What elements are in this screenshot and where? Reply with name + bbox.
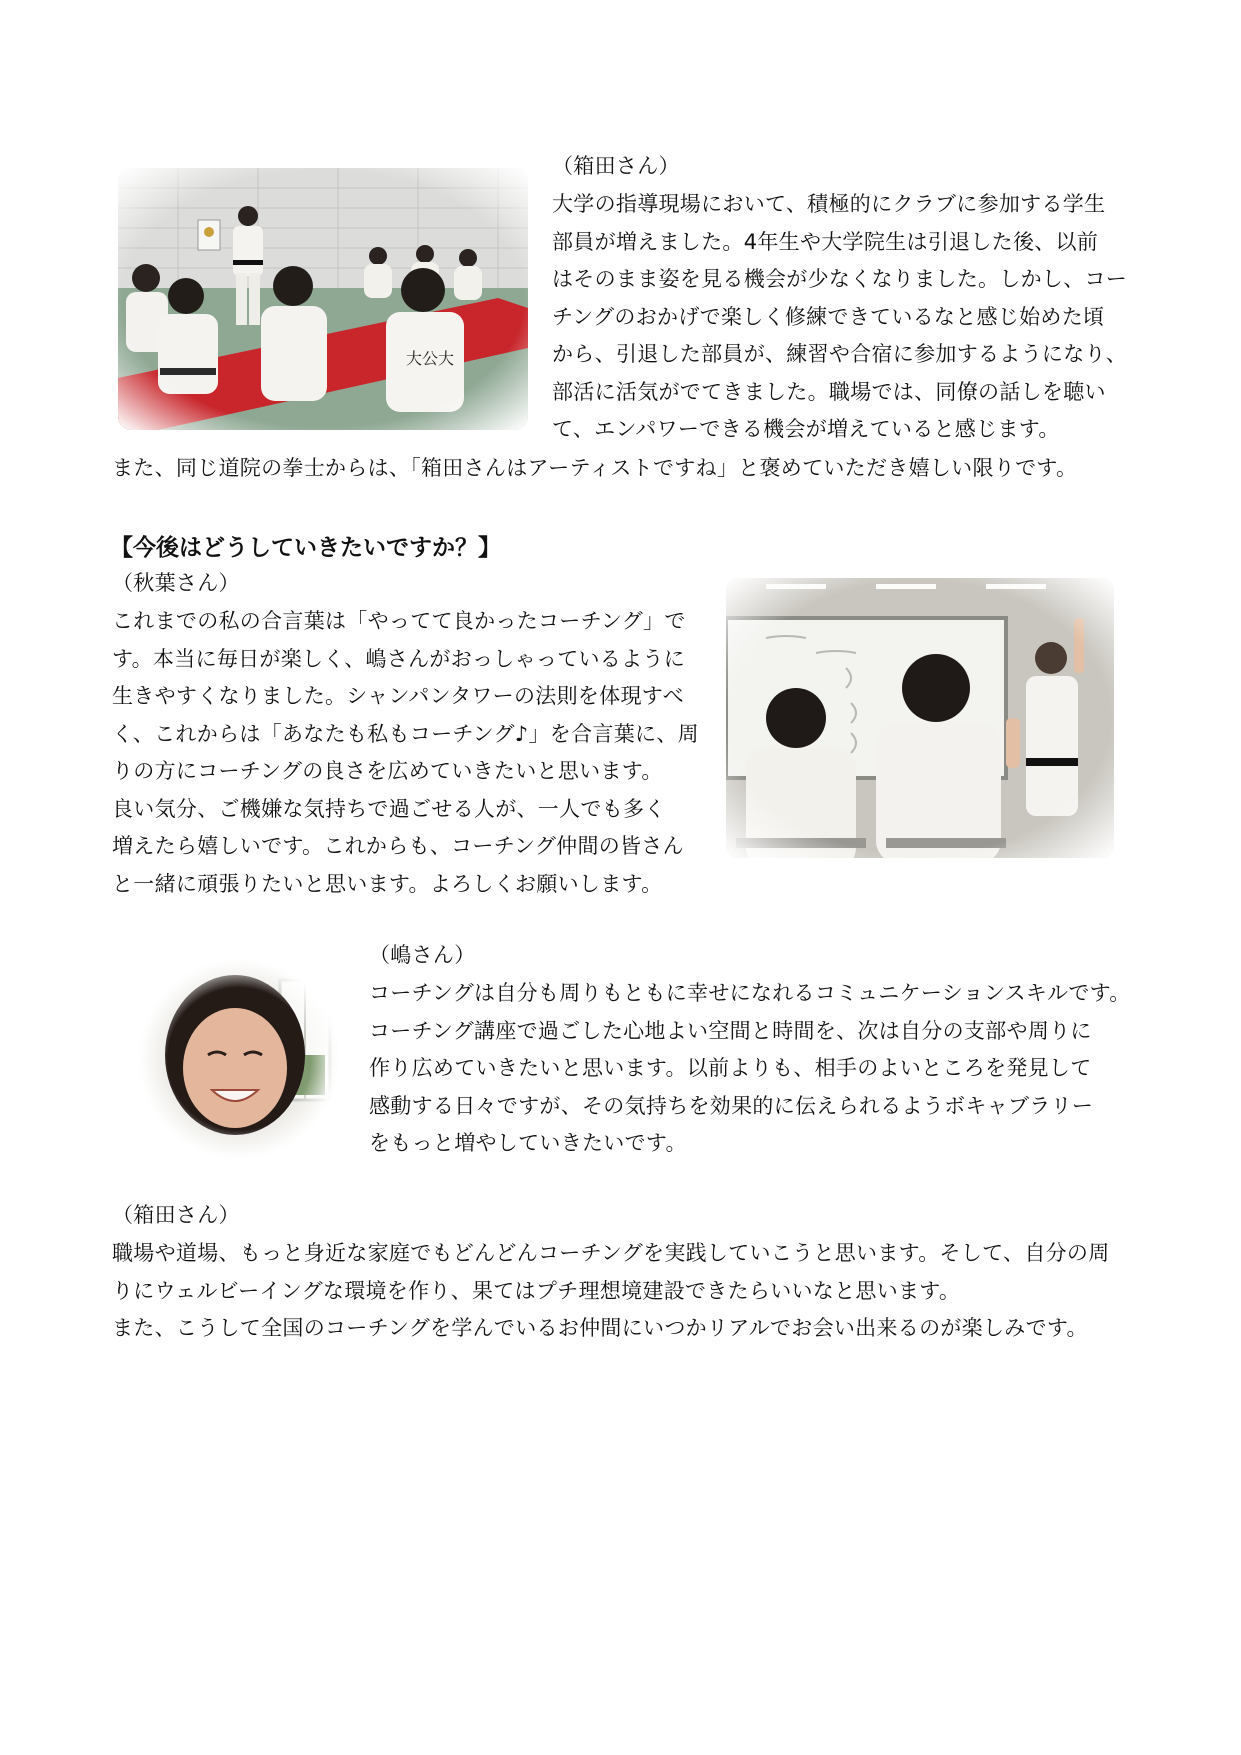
section2-body — [112, 603, 699, 903]
text-line: く、これからは「あなたも私もコーチング♪」を合言葉に、周 — [112, 721, 699, 746]
section2-speaker: （秋葉さん） — [112, 571, 240, 595]
section4-speaker: （箱田さん） — [112, 1203, 240, 1227]
text-line: また、こうして全国のコーチングを学んでいるお仲間にいつかリアルでお会い出来るのが楽しみです。 — [112, 1316, 1088, 1340]
dojo-training-photo — [118, 168, 528, 430]
text-line: をもっと増やしていきたいです。 — [369, 1131, 687, 1155]
text-line: 部活に活気がでてきました。職場では、同僚の話しを聴い — [552, 379, 1106, 404]
text-line: 作り広めていきたいと思います。以前よりも、相手のよいところを発見して — [369, 1056, 1092, 1080]
text-line: 部員が増えました。4年生や大学院生は引退した後、以前 — [552, 229, 1099, 254]
text-line: これまでの私の合言葉は「やってて良かったコーチング」で — [112, 609, 686, 633]
text-line: りにウェルビーイングな環境を作り、果てはプチ理想境建設できたらいいなと思います。 — [112, 1278, 961, 1303]
classroom-whiteboard-photo — [726, 578, 1114, 858]
text-line: 大学の指導現場において、積極的にクラブに参加する学生 — [552, 192, 1106, 216]
text-line: 生きやすくなりました。シャンパンタワーの法則を体現すべ — [112, 684, 684, 708]
section1-speaker: （箱田さん） — [552, 154, 680, 178]
text-line: 感動する日々ですが、その気持ちを効果的に伝えられるようボキャブラリー — [369, 1093, 1094, 1118]
text-line: と一緒に頑張りたいと思います。よろしくお願いします。 — [112, 871, 663, 896]
text-line: りの方にコーチングの良さを広めていきたいと思います。 — [112, 759, 663, 783]
text-line: 良い気分、ご機嫌な気持ちで過ごせる人が、一人でも多く — [112, 796, 666, 821]
text-line: コーチングは自分も周りもともに幸せになれるコミュニケーションスキルです。 — [369, 981, 1131, 1005]
section1-body — [552, 186, 1127, 449]
text-line: チングのおかげで楽しく修練できているなと感じ始めた頃 — [552, 304, 1105, 329]
text-line: コーチング講座で過ごした心地よい空間と時間を、次は自分の支部や周りに — [369, 1018, 1092, 1043]
text-line: 職場や道場、もっと身近な家庭でもどんどんコーチングを実践していこうと思います。そして、自分の周 — [112, 1241, 1110, 1265]
text-line: から、引退した部員が、練習や合宿に参加するようになり、 — [552, 342, 1128, 366]
text-line: はそのまま姿を見る機会が少なくなりました。しかし、コー — [552, 267, 1128, 291]
section3-speaker: （嶋さん） — [369, 943, 476, 967]
text-line: て、エンパワーできる機会が増えていると感じます。 — [552, 417, 1060, 441]
portrait-photo — [140, 960, 338, 1158]
text-line: す。本当に毎日が楽しく、嶋さんがおっしゃっているように — [112, 646, 685, 671]
section-heading: 【今後はどうしていきたいですか？】 — [110, 535, 501, 561]
section1-closing: また、同じ道院の拳士からは、「箱田さんはアーティストですね」と褒めていただき嬉しい限りです。 — [112, 456, 1078, 480]
section4-body — [112, 1235, 1110, 1348]
section3-body — [369, 975, 1131, 1163]
text-line: 増えたら嬉しいです。これからも、コーチング仲間の皆さん — [112, 834, 684, 858]
